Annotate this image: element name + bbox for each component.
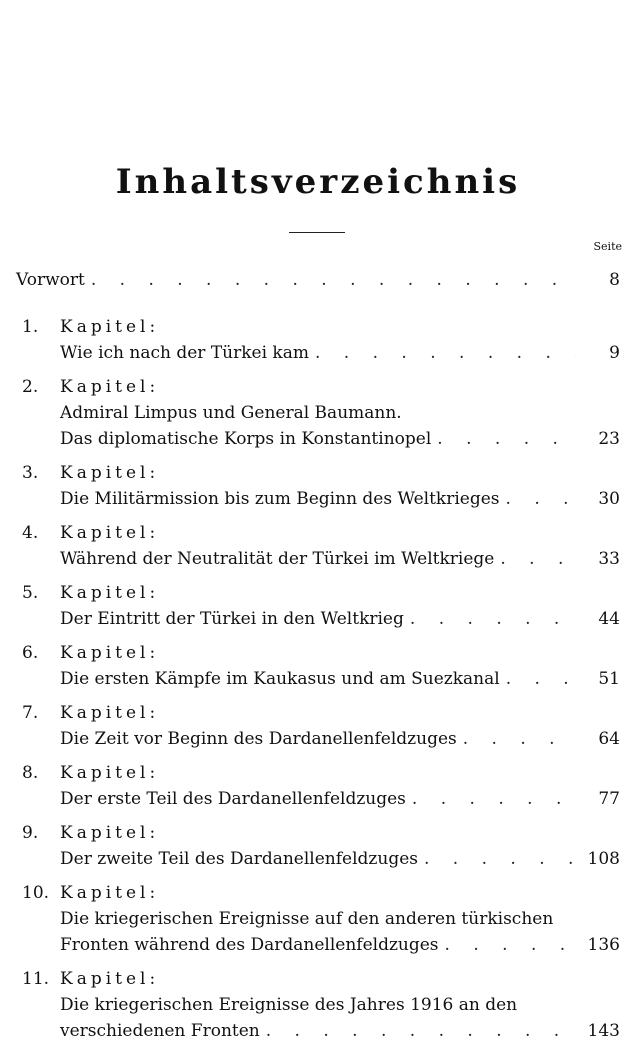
chapter-heading-row bbox=[0, 880, 636, 906]
chapter-title-row bbox=[0, 546, 636, 572]
foreword-page-number: 8 bbox=[609, 270, 620, 290]
chapter-title-row bbox=[0, 846, 636, 872]
chapter-number: 8. bbox=[22, 763, 39, 783]
chapter-title-line bbox=[60, 606, 582, 632]
chapter-title-line bbox=[60, 486, 582, 512]
chapter-page-number: 23 bbox=[598, 429, 620, 449]
dot-leader bbox=[437, 426, 576, 452]
dot-leader bbox=[410, 606, 576, 632]
chapter-title-line bbox=[60, 1018, 582, 1044]
chapter-title-line bbox=[60, 340, 582, 366]
chapter-title-line bbox=[60, 546, 582, 572]
chapter-title-row bbox=[0, 726, 636, 752]
chapter-title-row bbox=[0, 666, 636, 692]
chapter-heading-row bbox=[0, 580, 636, 606]
chapter-page-number: 108 bbox=[587, 849, 620, 869]
chapter-page-number: 77 bbox=[598, 789, 620, 809]
dot-leader bbox=[266, 1018, 576, 1044]
chapter-page-number: 44 bbox=[598, 609, 620, 629]
page-column-header: Seite bbox=[593, 240, 622, 253]
toc-title: Inhaltsverzeichnis bbox=[115, 162, 521, 202]
chapter-number: 11. bbox=[22, 969, 50, 989]
chapter-page-number: 30 bbox=[598, 489, 620, 509]
chapter-number: 9. bbox=[22, 823, 39, 843]
chapter-heading: Kapitel: bbox=[60, 643, 160, 663]
chapter-heading: Kapitel: bbox=[60, 703, 160, 723]
chapter-number: 5. bbox=[22, 583, 39, 603]
chapter-title-text: Der Eintritt der Türkei in den Weltkrieg bbox=[60, 609, 404, 629]
foreword-label: Vorwort bbox=[16, 270, 85, 290]
chapter-title-row bbox=[0, 786, 636, 812]
title-rule bbox=[289, 232, 345, 233]
chapter-page-number: 51 bbox=[598, 669, 620, 689]
chapter-number: 4. bbox=[22, 523, 39, 543]
chapter-title-line bbox=[60, 906, 582, 932]
chapter-heading-row bbox=[0, 966, 636, 992]
chapter-heading: Kapitel: bbox=[60, 523, 160, 543]
foreword-line bbox=[16, 267, 582, 293]
chapter-title-row bbox=[0, 606, 636, 632]
dot-leader bbox=[424, 846, 576, 872]
chapter-page-number: 9 bbox=[609, 343, 620, 363]
chapter-title-row bbox=[0, 992, 636, 1018]
chapter-page-number: 64 bbox=[598, 729, 620, 749]
chapter-page-number: 33 bbox=[598, 549, 620, 569]
chapter-number: 1. bbox=[22, 317, 39, 337]
chapter-title-row bbox=[0, 486, 636, 512]
chapter-heading: Kapitel: bbox=[60, 377, 160, 397]
chapter-title-row bbox=[0, 426, 636, 452]
dot-leader bbox=[315, 340, 576, 366]
dot-leader bbox=[445, 932, 576, 958]
chapter-page-number: 143 bbox=[587, 1021, 620, 1041]
chapter-title-line bbox=[60, 666, 582, 692]
chapter-title-row bbox=[0, 932, 636, 958]
chapter-title-text: Die kriegerischen Ereignisse des Jahres 1916 an den bbox=[60, 995, 518, 1015]
chapter-number: 2. bbox=[22, 377, 39, 397]
chapter-title-line bbox=[60, 932, 582, 958]
chapter-title-text: Während der Neutralität der Türkei im Weltkriege bbox=[60, 549, 495, 569]
chapter-heading-row bbox=[0, 640, 636, 666]
chapter-title-text: Wie ich nach der Türkei kam bbox=[60, 343, 309, 363]
chapter-title-line bbox=[60, 846, 582, 872]
chapter-title-text: Der zweite Teil des Dardanellenfeldzuges bbox=[60, 849, 418, 869]
dot-leader bbox=[412, 786, 576, 812]
chapter-title-line bbox=[60, 726, 582, 752]
chapter-title-text: Admiral Limpus und General Baumann. bbox=[60, 403, 402, 423]
chapter-title-text: Die ersten Kämpfe im Kaukasus und am Suezkanal bbox=[60, 669, 500, 689]
chapter-title-row bbox=[0, 906, 636, 932]
chapter-number: 10. bbox=[22, 883, 50, 903]
chapter-heading: Kapitel: bbox=[60, 317, 160, 337]
chapter-heading-row bbox=[0, 760, 636, 786]
chapter-heading-row bbox=[0, 700, 636, 726]
chapter-number: 6. bbox=[22, 643, 39, 663]
dot-leader bbox=[506, 666, 576, 692]
chapter-heading-row bbox=[0, 374, 636, 400]
chapter-heading: Kapitel: bbox=[60, 883, 160, 903]
chapter-heading: Kapitel: bbox=[60, 763, 160, 783]
chapter-heading-row bbox=[0, 520, 636, 546]
chapter-heading-row bbox=[0, 314, 636, 340]
dot-leader bbox=[91, 267, 576, 293]
chapter-heading: Kapitel: bbox=[60, 463, 160, 483]
chapter-title-text: Die kriegerischen Ereignisse auf den anderen türkischen bbox=[60, 909, 554, 929]
chapter-heading: Kapitel: bbox=[60, 969, 160, 989]
chapter-title-row bbox=[0, 400, 636, 426]
dot-leader bbox=[506, 486, 576, 512]
chapter-title-row bbox=[0, 340, 636, 366]
chapter-title-text: Das diplomatische Korps in Konstantinopel bbox=[60, 429, 432, 449]
chapter-page-number: 136 bbox=[587, 935, 620, 955]
toc-entry-foreword[interactable] bbox=[0, 267, 636, 293]
dot-leader bbox=[500, 546, 576, 572]
chapter-title-text: Der erste Teil des Dardanellenfeldzuges bbox=[60, 789, 406, 809]
chapter-title-text: Fronten während des Dardanellenfeldzuges bbox=[60, 935, 439, 955]
chapter-title-text: Die Zeit vor Beginn des Dardanellenfeldzuges bbox=[60, 729, 457, 749]
chapter-title-row bbox=[0, 1018, 636, 1044]
chapter-number: 3. bbox=[22, 463, 39, 483]
dot-leader bbox=[463, 726, 576, 752]
chapter-number: 7. bbox=[22, 703, 39, 723]
chapter-title-line bbox=[60, 426, 582, 452]
chapter-title-text: verschiedenen Fronten bbox=[60, 1021, 260, 1041]
chapter-heading-row bbox=[0, 460, 636, 486]
chapter-title-line bbox=[60, 786, 582, 812]
chapter-title-line bbox=[60, 992, 582, 1018]
chapter-title-line bbox=[60, 400, 582, 426]
chapter-heading: Kapitel: bbox=[60, 583, 160, 603]
chapter-heading-row bbox=[0, 820, 636, 846]
chapter-title-text: Die Militärmission bis zum Beginn des Weltkrieges bbox=[60, 489, 500, 509]
chapter-heading: Kapitel: bbox=[60, 823, 160, 843]
